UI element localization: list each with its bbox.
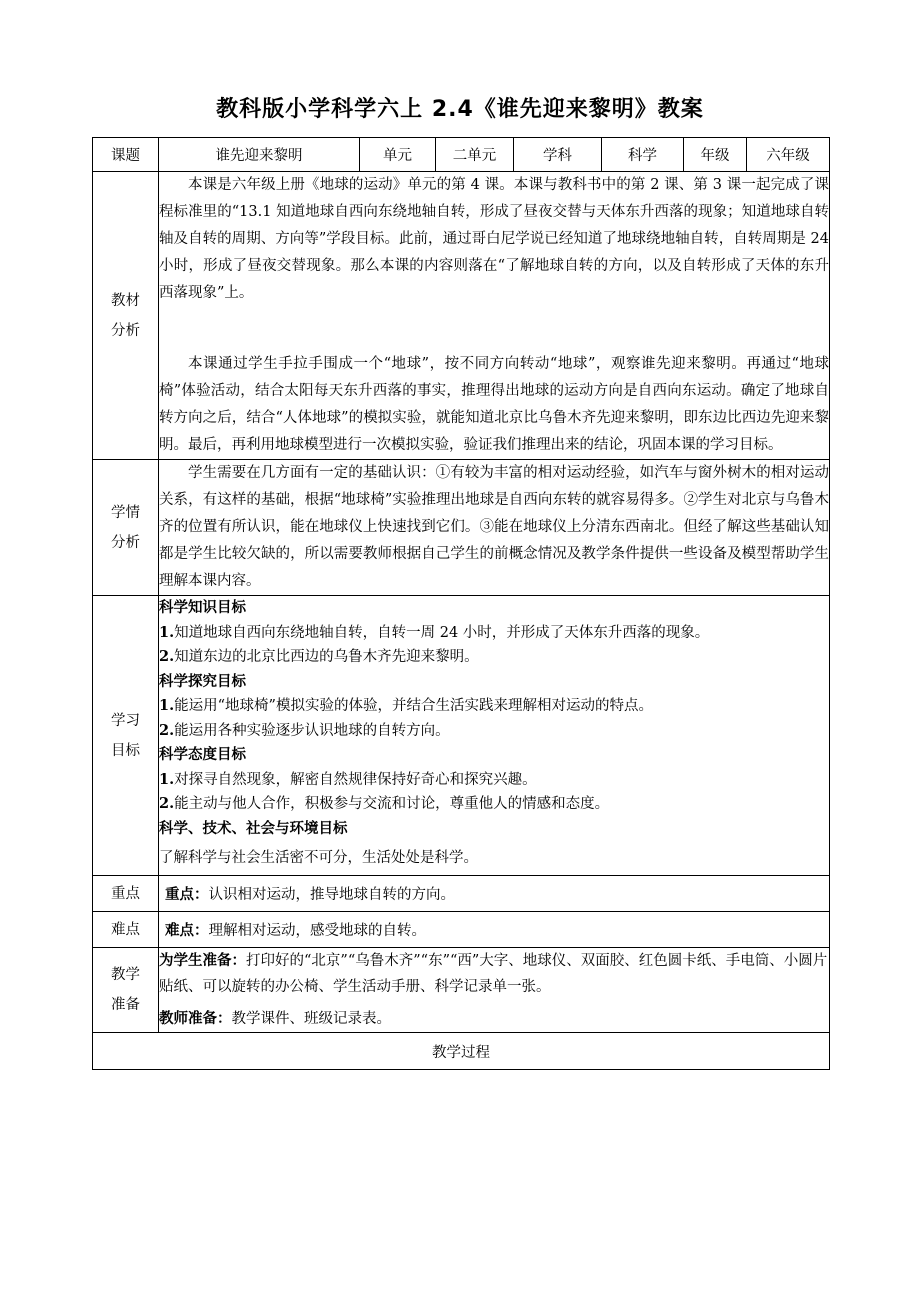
teaching-prep-content	[159, 948, 830, 1033]
teaching-prep-label	[93, 948, 159, 1033]
knowledge-item-2: 2.知道东边的北京比西边的乌鲁木齐先迎来黎明。	[159, 648, 479, 665]
key-point-content	[159, 876, 830, 912]
learner-analysis-content	[159, 460, 830, 596]
material-paragraph-1: 本课是六年级上册《地球的运动》单元的第 4 课。本课与教科书中的第 2 课、第 3 课一起完成了课程标准里的“13.1 知道地球自西向东绕地轴自转，形成了昼夜交替与天体东升西落的现象；知道地球自转轴及自转的周期、方向等”学段目标。此前，通过哥白尼学说已经知道了地球绕地轴自转，自转周期是 24 小时，形成了昼夜交替现象。那么本课的内容则落在“了解地球自转的方向，以及自转形成了天体的东升西落现象”上。	[159, 177, 829, 301]
knowledge-item-1: 1.知道地球自西向东绕地轴自转，自转一周 24 小时，并形成了天体东升西落的现象。	[159, 623, 710, 641]
material-paragraph-2: 本课通过学生手拉手围成一个“地球”，按不同方向转动“地球”，观察谁先迎来黎明。再通过“地球椅”体验活动，结合太阳每天东升西落的事实，推理得出地球的运动方向是自西向东运动。确定了地球自转方向之后，结合“人体地球”的模拟实验，就能知道北京比乌鲁木齐先迎来黎明，即东边比西边先迎来黎明。最后，再利用地球模型进行一次模拟实验，验证我们推理出来的结论，巩固本课的学习目标。	[159, 356, 829, 453]
header-row	[93, 138, 830, 172]
teaching-prep-row	[93, 948, 830, 1033]
unit-value: 二单元	[436, 138, 514, 172]
subject-label: 学科	[514, 138, 602, 172]
page-title: 教科版小学科学六上 2.4《谁先迎来黎明》教案	[216, 97, 704, 122]
inquiry-item-1: 1.能运用“地球椅”模拟实验的体验，并结合生活实践来理解相对运动的特点。	[159, 697, 653, 714]
material-label-line-1: 教材	[111, 292, 140, 309]
learning-goals-content	[159, 596, 830, 876]
attitude-item-2: 2.能主动与他人合作，积极参与交流和讨论，尊重他人的情感和态度。	[159, 795, 610, 812]
key-point-row	[93, 876, 830, 912]
teacher-prep: 教师准备：教学课件、班级记录表。	[159, 1011, 391, 1027]
goals-label-line-2: 目标	[111, 742, 140, 759]
teaching-process-row	[93, 1033, 830, 1070]
sts-text: 了解科学与社会生活密不可分，生活处处是科学。	[159, 850, 478, 866]
grade-label: 年级	[684, 138, 747, 172]
material-label-line-2: 分析	[111, 322, 140, 339]
prep-label-line-2: 准备	[111, 997, 140, 1013]
learning-goals-label	[93, 596, 159, 876]
material-analysis-label	[93, 172, 159, 460]
lesson-plan-table	[92, 137, 830, 1070]
difficulty-content	[159, 912, 830, 948]
sts-heading: 科学、技术、社会与环境目标	[159, 820, 348, 837]
difficulty-row	[93, 912, 830, 948]
inquiry-heading: 科学探究目标	[159, 673, 246, 690]
material-analysis-row	[93, 172, 830, 460]
key-point-bold: 重点：	[165, 887, 209, 903]
teaching-process-label: 教学过程	[93, 1033, 830, 1070]
goals-label-line-1: 学习	[111, 712, 140, 729]
attitude-item-1: 1.对探寻自然现象，解密自然规律保持好奇心和探究兴趣。	[159, 770, 537, 788]
topic-label: 课题	[93, 138, 159, 172]
unit-label: 单元	[360, 138, 436, 172]
knowledge-heading: 科学知识目标	[159, 600, 246, 616]
attitude-heading: 科学态度目标	[159, 747, 246, 763]
difficulty-label: 难点	[93, 912, 159, 948]
learner-paragraph: 学生需要在几方面有一定的基础认识：①有较为丰富的相对运动经验，如汽车与窗外树木的相对运动关系，有这样的基础，根据“地球椅”实验推理出地球是自西向东转的就容易得多。②学生对北京与乌鲁木齐的位置有所认识，能在地球仪上快速找到它们。③能在地球仪上分清东西南北。但经了解这些基础认知都是学生比较欠缺的，所以需要教师根据自己学生的前概念情况及教学条件提供一些设备及模型帮助学生理解本课内容。	[159, 465, 829, 589]
learner-label-line-1: 学情	[111, 504, 140, 521]
key-point-label: 重点	[93, 876, 159, 912]
learner-label-line-2: 分析	[111, 534, 140, 551]
difficulty-text: 理解相对运动，感受地球的自转。	[208, 923, 426, 939]
student-prep: 为学生准备：打印好的“北京”“乌鲁木齐”“东”“西”大字、地球仪、双面胶、红色圆卡纸、手电筒、小圆片贴纸、可以旋转的办公椅、学生活动手册、科学记录单一张。	[159, 953, 828, 995]
difficulty-bold: 难点：	[165, 923, 209, 939]
inquiry-item-2: 2.能运用各种实验逐步认识地球的自转方向。	[159, 721, 450, 739]
topic-value: 谁先迎来黎明	[159, 138, 360, 172]
learning-goals-row	[93, 596, 830, 876]
learner-analysis-row	[93, 460, 830, 596]
subject-value: 科学	[602, 138, 684, 172]
prep-label-line-1: 教学	[111, 967, 140, 983]
material-analysis-content	[159, 172, 830, 460]
grade-value: 六年级	[747, 138, 830, 172]
learner-analysis-label	[93, 460, 159, 596]
key-point-text: 认识相对运动，推导地球自转的方向。	[208, 887, 455, 903]
